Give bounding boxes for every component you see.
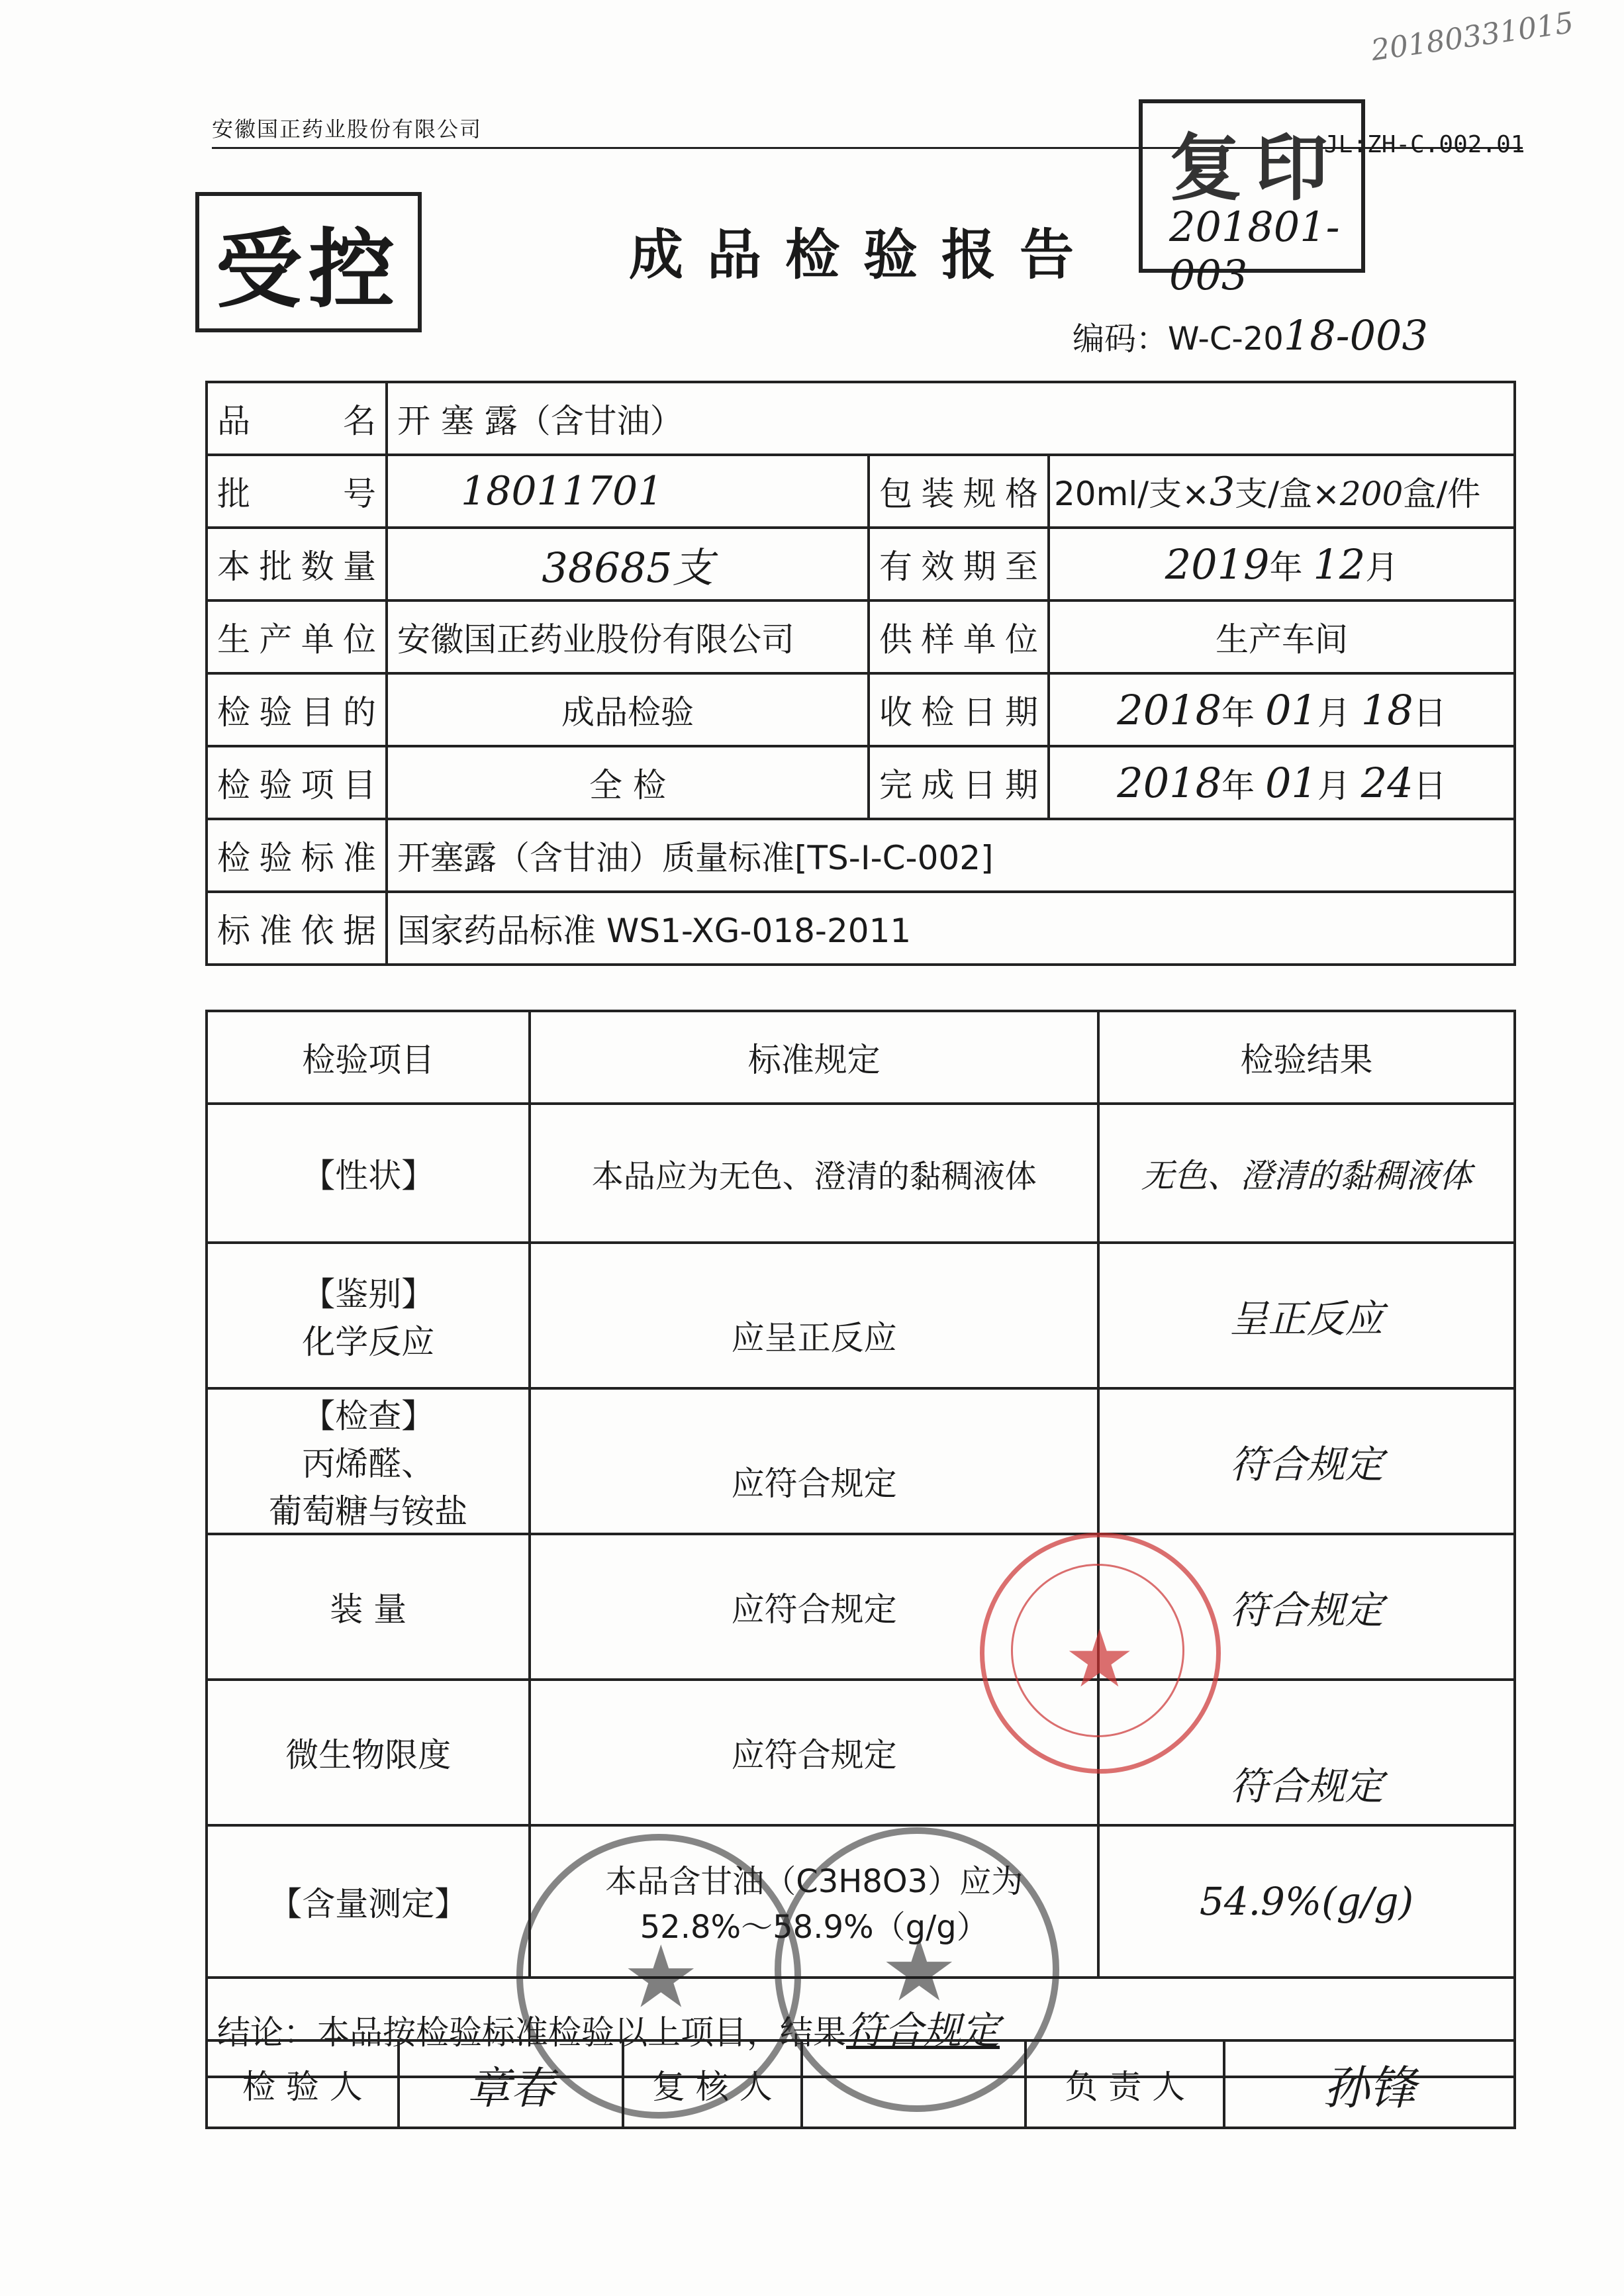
info-row [207, 819, 1515, 892]
test-row [207, 1680, 1515, 1825]
report-code-label: 编码：W-C-20 [1073, 320, 1284, 358]
test-standard: 应符合规定 [530, 1680, 1098, 1825]
seal-star-icon: ★ [1064, 1613, 1135, 1705]
header-test-item: 检验项目 [207, 1011, 530, 1104]
package-spec-hw2: 200 [1339, 475, 1404, 513]
supervisor-signature: 孙锋 [1224, 2040, 1515, 2128]
expiry-month-suffix: 月 [1365, 548, 1399, 587]
test-standard-line: 52.8%～58.9%（g/g） [640, 1909, 988, 1946]
inspector-signature: 章春 [399, 2040, 623, 2128]
test-standard: 本品应为无色、澄清的黏稠液体 [530, 1104, 1098, 1243]
info-row [207, 528, 1515, 600]
quantity-label: 本批数量 [207, 528, 387, 600]
completion-year: 2018 [1117, 758, 1222, 807]
test-item-line: 葡萄糖与铵盐 [269, 1492, 468, 1531]
test-result: 符合规定 [1098, 1534, 1515, 1680]
package-spec-b: 支/盒× [1235, 475, 1340, 513]
archive-annotation: 20180331015 [1368, 5, 1576, 68]
red-quality-seal [980, 1533, 1221, 1774]
info-row [207, 673, 1515, 746]
package-spec-hw1: 3 [1209, 469, 1235, 515]
completion-date-label: 完成日期 [869, 746, 1049, 819]
item-label: 检验项目 [207, 746, 387, 819]
report-code [1073, 311, 1428, 359]
completion-year-char: 年 [1221, 766, 1255, 805]
test-item-line: 【检查】 [302, 1397, 435, 1435]
receipt-month: 01 [1265, 685, 1317, 734]
test-item: 微生物限度 [207, 1680, 530, 1825]
info-row [207, 600, 1515, 673]
supplier-label: 供样单位 [869, 600, 1049, 673]
info-row [207, 382, 1515, 455]
receipt-date [1049, 673, 1515, 746]
seal-star-icon: ★ [881, 1920, 958, 2021]
test-standard: 应呈正反应 [530, 1243, 1098, 1388]
company-header: 安徽国正药业股份有限公司 [212, 117, 483, 142]
header-result: 检验结果 [1098, 1011, 1515, 1104]
expiry-month: 12 [1313, 540, 1366, 589]
test-item [207, 1243, 530, 1388]
report-code-handwritten: 18-003 [1283, 311, 1428, 359]
completion-month: 01 [1265, 758, 1317, 807]
quality-dept-seal-right [775, 1827, 1059, 2112]
conclusion-result: 符合规定 [846, 2008, 1000, 2053]
test-item: 【含量测定】 [207, 1825, 530, 1978]
inspection-item: 全 检 [387, 746, 869, 819]
test-row [207, 1534, 1515, 1680]
form-code: JL:ZH-C.002.01 [1324, 131, 1525, 158]
standard-basis: 国家药品标准 WS1-XG-018-2011 [387, 892, 1515, 965]
test-item-line: 【性状】 [302, 1157, 435, 1195]
supervisor-label: 负 责 人 [1026, 2040, 1224, 2128]
basis-label: 标准依据 [207, 892, 387, 965]
test-row [207, 1243, 1515, 1388]
expiry-label: 有效期至 [869, 528, 1049, 600]
test-result: 符合规定 [1098, 1388, 1515, 1534]
controlled-stamp: 受控 [195, 192, 422, 332]
copy-stamp [1139, 99, 1365, 299]
info-row [207, 455, 1515, 528]
info-row [207, 746, 1515, 819]
purpose-label: 检验目的 [207, 673, 387, 746]
completion-month-char: 月 [1317, 766, 1351, 805]
info-row [207, 892, 1515, 965]
package-spec-a: 20ml/支× [1054, 475, 1210, 513]
info-table [205, 381, 1516, 966]
conclusion-label: 结论：本品按检验标准检验以上项目，结果 [217, 2013, 846, 2052]
seal-star-icon: ★ [622, 1927, 700, 2027]
expiry-year-suffix: 年 [1269, 548, 1303, 587]
inspection-standard: 开塞露（含甘油）质量标准[TS-I-C-002] [387, 819, 1515, 892]
receipt-day: 18 [1361, 685, 1413, 734]
supplier: 生产车间 [1049, 600, 1515, 673]
test-item: 装 量 [207, 1534, 530, 1680]
manufacturer: 安徽国正药业股份有限公司 [387, 600, 869, 673]
copy-stamp-text: 复印 [1169, 126, 1341, 211]
package-spec [1049, 455, 1515, 528]
batch-label: 批 号 [207, 455, 387, 528]
receipt-month-char: 月 [1317, 693, 1351, 732]
test-result: 54.9%(g/g) [1098, 1825, 1515, 1978]
test-row [207, 1388, 1515, 1534]
test-standard: 应符合规定 [530, 1534, 1098, 1680]
test-standard-line: 本品含甘油（C3H8O3）应为 [605, 1863, 1024, 1900]
batch-quantity: 38685支 [387, 528, 869, 600]
batch-number: 18011701 [387, 455, 869, 528]
test-item [207, 1388, 530, 1534]
receipt-date-label: 收检日期 [869, 673, 1049, 746]
receipt-year: 2018 [1117, 685, 1222, 734]
purpose: 成品检验 [387, 673, 869, 746]
copy-stamp-number: 201801-003 [1169, 203, 1340, 299]
completion-day: 24 [1361, 758, 1413, 807]
test-header-row [207, 1011, 1515, 1104]
test-result: 符合规定 [1098, 1680, 1515, 1825]
expiry-date [1049, 528, 1515, 600]
completion-day-char: 日 [1413, 766, 1447, 805]
test-item [207, 1104, 530, 1243]
header-standard: 标准规定 [530, 1011, 1098, 1104]
test-result: 无色、澄清的黏稠液体 [1098, 1104, 1515, 1243]
package-label: 包装规格 [869, 455, 1049, 528]
package-spec-c: 盒/件 [1403, 475, 1481, 513]
receipt-year-char: 年 [1221, 693, 1255, 732]
test-standard: 应符合规定 [530, 1388, 1098, 1534]
quality-dept-seal-left [516, 1834, 801, 2119]
receipt-day-char: 日 [1413, 693, 1447, 732]
standard-label: 检验标准 [207, 819, 387, 892]
expiry-year: 2019 [1165, 540, 1270, 589]
inspector-label: 检 验 人 [207, 2040, 399, 2128]
test-item-line: 丙烯醛、 [302, 1445, 435, 1483]
reviewer-label: 复 核 人 [623, 2040, 802, 2128]
product-name-label: 品 名 [207, 382, 387, 455]
completion-date [1049, 746, 1515, 819]
manufacturer-label: 生产单位 [207, 600, 387, 673]
test-item-line: 化学反应 [302, 1323, 435, 1361]
test-item-line: 【鉴别】 [302, 1275, 435, 1314]
report-title: 成品检验报告 [629, 223, 1098, 287]
test-result: 呈正反应 [1098, 1243, 1515, 1388]
product-name: 开 塞 露（含甘油） [387, 382, 1515, 455]
test-row [207, 1104, 1515, 1243]
